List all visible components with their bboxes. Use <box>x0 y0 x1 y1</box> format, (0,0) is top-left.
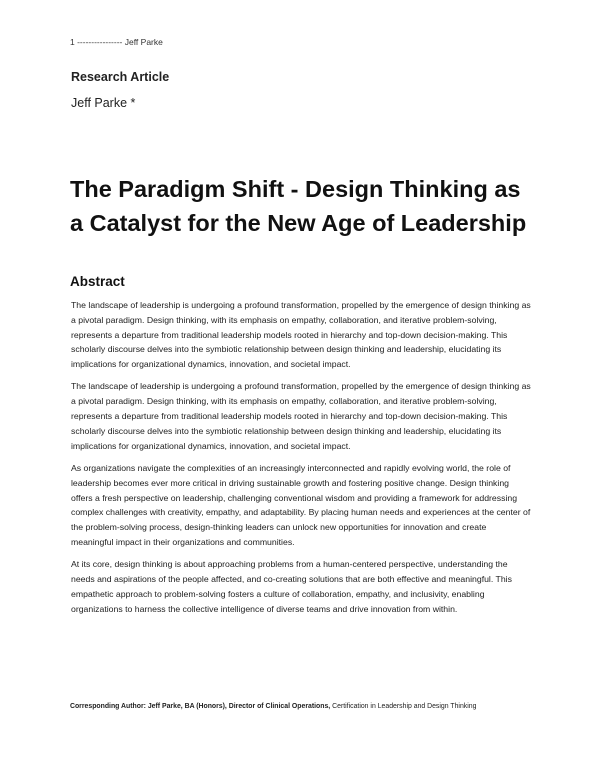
author-name: Jeff Parke * <box>71 96 136 110</box>
running-header: 1 ---------------- Jeff Parke <box>70 37 163 47</box>
footer-author-label: Corresponding Author: Jeff Parke, BA (Honors), Director of Clinical Operations, <box>70 703 331 710</box>
abstract-paragraph: The landscape of leadership is undergoing a profound transformation, propelled by the emergence of design thinking as a pivotal paradigm. Design thinking, with its emphasis on empathy, collaboration, and iterative problem-solving, represents a departure from traditional leadership models rooted in hierarchy and top-down decision-making. This scholarly discourse delves into the symbiotic relationship between design thinking and leadership, elucidating its implications for organizational dynamics, innovation, and societal impact. <box>71 381 531 451</box>
abstract-paragraph: As organizations navigate the complexities of an increasingly interconnected and rapidly evolving world, the role of leadership becomes ever more critical in driving sustainable growth and fostering positive change. Design thinking offers a fresh perspective on leadership, challenging conventional wisdom and providing a framework for addressing complex challenges with creativity, empathy, and adaptability. By placing human needs and experiences at the center of the problem-solving process, design-thinking leaders can unlock new opportunities for innovation and create meaningful impact in their organizations and communities. <box>71 462 531 547</box>
article-type-label: Research Article <box>71 70 170 84</box>
abstract-paragraph: At its core, design thinking is about approaching problems from a human-centered perspective, understanding the needs and aspirations of the people affected, and co-creating solutions that are both effective and meaningful. This empathetic approach to problem-solving fosters a culture of collaboration, empathy, and inclusivity, enabling organizations to harness the collective intelligence of diverse teams and drive innovation from within. <box>71 559 512 614</box>
footer-certification: Certification in Leadership and Design Thinking <box>330 703 477 710</box>
abstract-body <box>71 298 531 624</box>
abstract-heading: Abstract <box>70 274 125 289</box>
abstract-paragraph: The landscape of leadership is undergoing a profound transformation, propelled by the emergence of design thinking as a pivotal paradigm. Design thinking, with its emphasis on empathy, collaboration, and iterative problem-solving, represents a departure from traditional leadership models rooted in hierarchy and top-down decision-making. This scholarly discourse delves into the symbiotic relationship between design thinking and leadership, elucidating its implications for organizational dynamics, innovation, and societal impact. <box>71 300 531 370</box>
corresponding-author-footer <box>70 703 540 710</box>
paper-title: The Paradigm Shift - Design Thinking as a Catalyst for the New Age of Leadership <box>70 176 527 236</box>
